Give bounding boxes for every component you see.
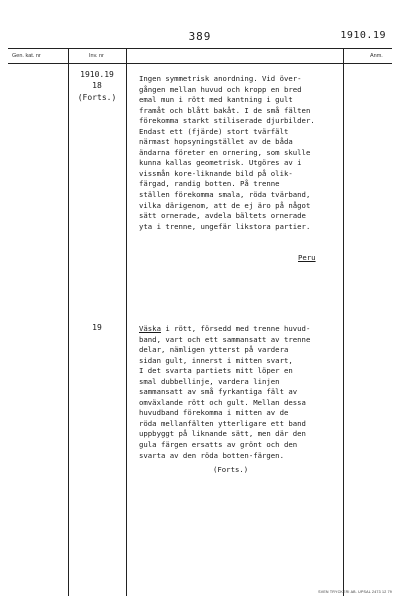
text-line: gången mellan huvud och kropp en bred	[139, 84, 302, 94]
print-note: SVEN TRYCKERI AB. UPSAL 2473 12 79	[318, 590, 392, 594]
text-line: sätt ornerade, avdela bältets ornerade	[139, 211, 306, 221]
text-line: uppbyggt på liknande sätt, men där den	[139, 429, 306, 439]
header-gen-kat: Gen. kat. nr	[12, 53, 41, 59]
column-rule-3	[343, 48, 344, 596]
text-line: gula färgen ersatts av grönt och den	[139, 439, 298, 449]
entry-19-first-line	[139, 324, 310, 335]
entry-18-inv-year: 1910.19	[80, 70, 114, 79]
text-line: yta i trenne, ungefär likstora partier.	[139, 221, 311, 231]
year-corner: 1910.19	[340, 30, 386, 41]
entry-18-description	[139, 74, 315, 232]
text-line: Ingen symmetrisk anordning. Vid över-	[139, 74, 302, 83]
text-line: emal mun i rött med kantning i gult	[139, 95, 293, 105]
text-line: ställen förekomma smala, röda tvärband,	[139, 190, 311, 200]
text-line: vissmån kore-liknande bild på olik-	[139, 168, 293, 178]
text-line: huvudband förekomma i mitten av de	[139, 408, 289, 418]
text-line: delar, nämligen ytterst på vardera	[139, 345, 289, 355]
text-line: närmast hopsyningstället av de båda	[139, 137, 293, 147]
text-line: band, vart och ett sammansatt av trenne	[139, 334, 311, 344]
text-line: röda mellanfälten ytterligare ett band	[139, 418, 306, 428]
text-line: sidan gult, innerst i mitten svart,	[139, 355, 293, 365]
text-line: ändarna företer en ornering, som skulle	[139, 147, 311, 157]
text-line: kunna kallas geometrisk. Utgöres av i	[139, 158, 302, 168]
page-number: 389	[188, 30, 212, 43]
header-row	[8, 48, 392, 64]
header-inv: Inv. nr	[89, 53, 104, 59]
entry-19-first-line-rest: i rött, försedd med trenne huvud-	[160, 324, 311, 333]
text-line: omväxlande rött och gult. Mellan dessa	[139, 397, 306, 407]
entry-19-title-word: Väska	[139, 324, 161, 333]
text-line: vilka därigenom, att de ej äro på något	[139, 200, 311, 210]
text-line: svarta av den röda botten-färgen.	[139, 450, 284, 460]
text-line: förekomma starkt stiliserade djurbilder.	[139, 116, 315, 126]
text-line: Endast ett (fjärde) stort tvärfält	[139, 126, 289, 136]
entry-18-continued-label: (Forts.)	[77, 93, 117, 102]
entry-18-inv-item: 18	[92, 81, 102, 90]
text-line: framåt och blått bakåt. I de små fälten	[139, 105, 311, 115]
entry-19-continued-label: (Forts.)	[213, 465, 249, 474]
text-line: färgad, randig botten. På trenne	[139, 179, 280, 189]
text-line: I det svarta partiets mitt löper en	[139, 366, 293, 376]
entry-18-signature: Peru	[298, 253, 316, 262]
entry-19-inv-item: 19	[92, 323, 102, 332]
column-rule-1	[68, 48, 69, 596]
column-rule-2	[126, 48, 127, 596]
text-line: sammansatt av små fyrkantiga fält av	[139, 387, 298, 397]
header-anm: Anm.	[370, 53, 383, 59]
text-line: smal dubbellinje, vardera linjen	[139, 376, 280, 386]
entry-19-description	[139, 335, 310, 462]
